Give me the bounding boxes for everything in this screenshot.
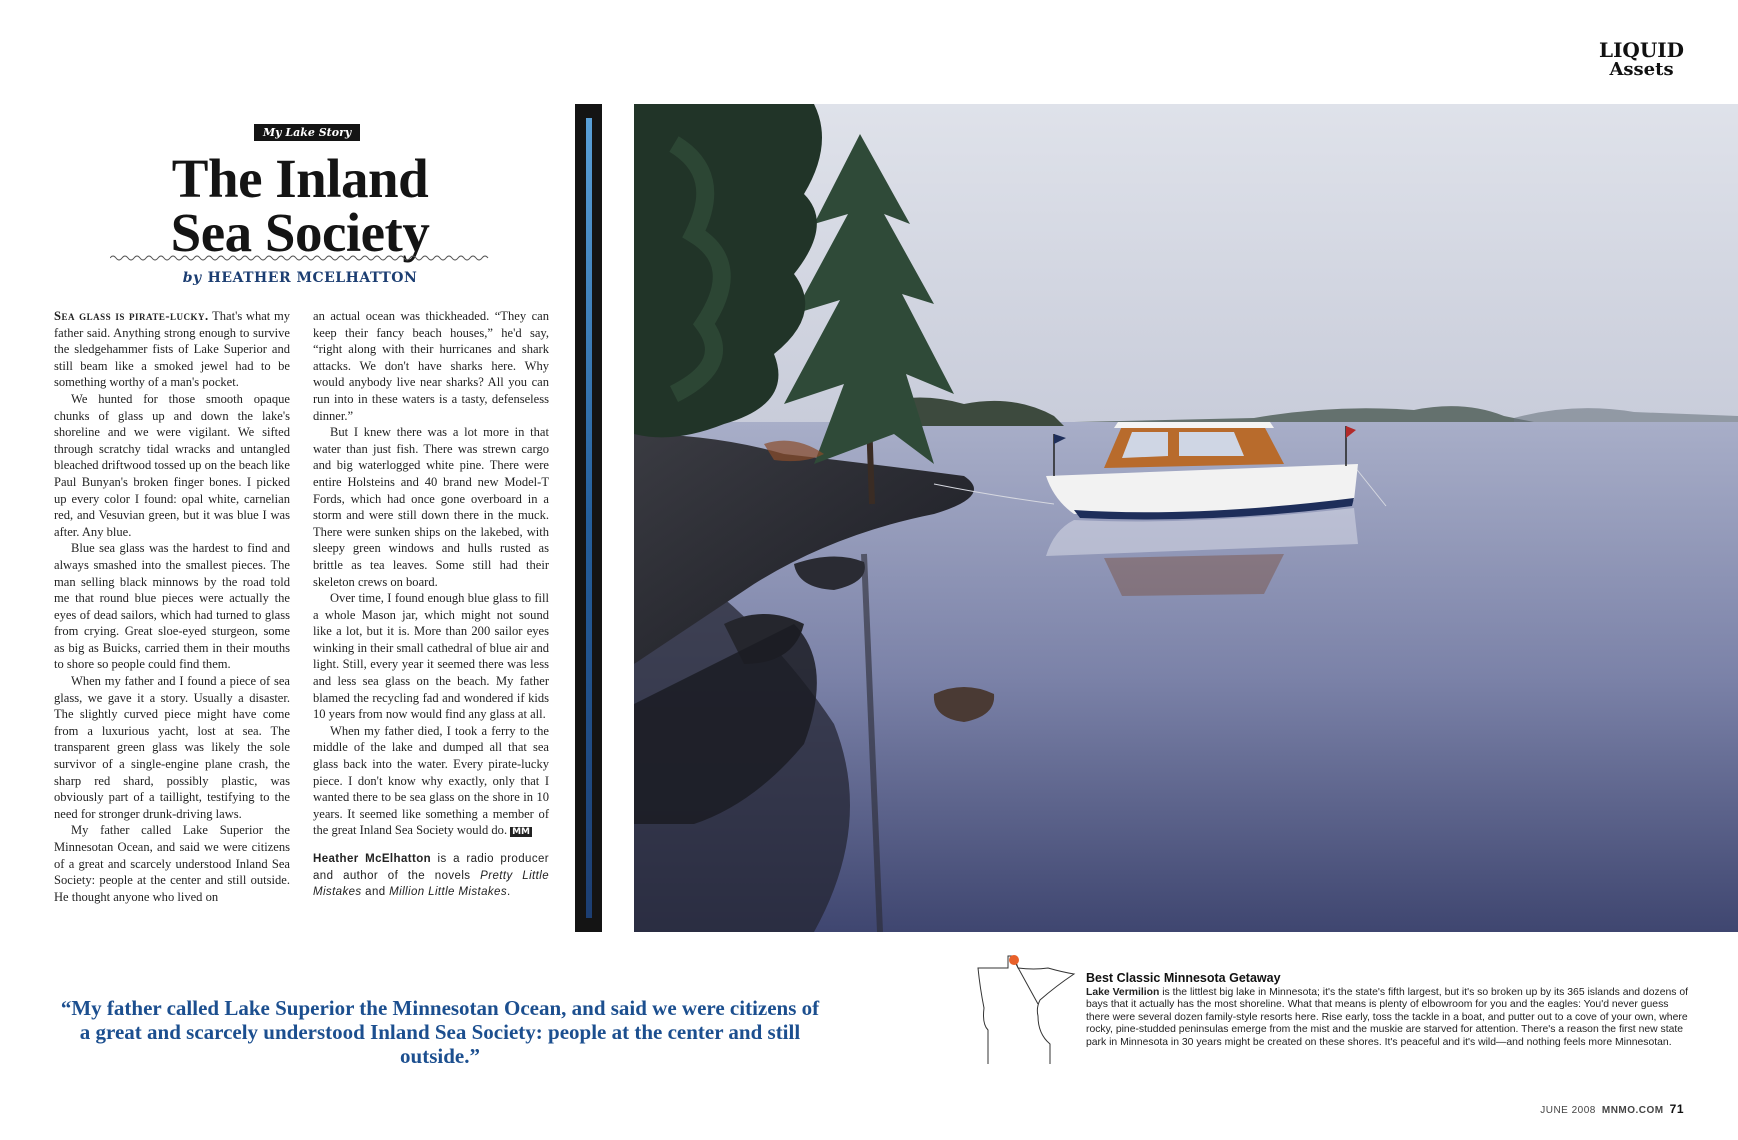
body-column-2 xyxy=(313,308,549,901)
map-pin-icon xyxy=(1009,955,1019,965)
title-line-2: Sea Society xyxy=(170,202,430,263)
section-tag-line1: LIQUID xyxy=(1599,38,1684,62)
bio-text: is a radio producer and author of the novels xyxy=(313,853,549,882)
paragraph-9-text: When my father died, I took a ferry to the middle of the lake and dumped all that sea glass back into the water. Every pirate-lucky piece. I don't know why exactly, only that I wanted there to be sea glass on the shore in 10 years. It seemed like something a member of the great Inland Sea Society would do. xyxy=(313,723,549,838)
paragraph-5: My father called Lake Superior the Minnesotan Ocean, and said we were citizens of a great and scarcely understood Inland Sea Society: people at the center and still outside. He thought anyone who lived on xyxy=(54,823,290,904)
bio-book-1: Pretty Little Mistakes xyxy=(313,869,549,899)
lake-photo-illustration xyxy=(634,104,1738,932)
boat-windows xyxy=(1122,432,1244,458)
paragraph-2: We hunted for those smooth opaque chunks of glass up and down the lake's shoreline and we were vigilant. We sifted through scratchy tidal wracks and untangled bleached driftwood tossed up on the beach like Paul Bunyan's broken finger bones. I picked up every color I found: opal white, carnelian red, and Vesuvian green, but it was blue I was after. Any blue. xyxy=(54,391,290,539)
minnesota-map-icon xyxy=(976,944,1076,1064)
wavy-rule xyxy=(110,254,490,262)
kicker-label: My Lake Story xyxy=(254,124,360,141)
bio-book-2: Million Little Mistakes xyxy=(389,886,507,899)
byline-prefix: by xyxy=(182,270,202,286)
page-number: 71 xyxy=(1669,1102,1684,1116)
vertical-divider xyxy=(575,104,602,932)
section-tag-line2: Assets xyxy=(1609,59,1674,80)
folio-site: MNMO.COM xyxy=(1601,1105,1664,1116)
pull-quote: “My father called Lake Superior the Minnesotan Ocean, and said we were citizens of a great and scarcely understood Inland Sea Society: people at the center and still outside.” xyxy=(60,996,820,1068)
paragraph-3: Blue sea glass was the hardest to find and always smashed into the smallest pieces. The man selling black minnows by the road told me that round blue pieces were actually the eyes of dead sailors, which had turned to glass from crying. Great sloe-eyed sturgeon, some as big as Buicks, carried them in their mouths to shore so people could find them. xyxy=(54,541,290,672)
paragraph-1 xyxy=(54,308,290,391)
paragraph-7: But I knew there was a lot more in that water than just fish. There was strewn cargo and big waterlogged white pine. There were entire Holsteins and 40 brand new Model-T Fords, which had once gone overboard in a storm and were still down there in the muck. There were sunken ships on the lakebed, with sleepy green windows and hulls rusted as brittle as tea leaves. Some still had their skeleton crews on board. xyxy=(313,425,549,589)
getaway-body: is the littlest big lake in Minnesota; it's the state's fifth largest, but it's so broken up by its 365 islands and dozens of bays that it actually has the most shoreline. What that means is plenty of elbowroom for you and the eagles: You'd never guess there were several dozen family-style resorts here. Rise early, toss the tackle in a boat, and putter out to a cove of your own, where rocky, pine-studded peninsulas emerge from the mist and the muskie are starved for attention. There's a reason the first new state park in Minnesota in 30 years might be created on these shores. It's peaceful and it's wild—and nothing feels more Minnesotan. xyxy=(1086,986,1688,1048)
minnesota-outline xyxy=(978,956,1074,1064)
paragraph-8: Over time, I found enough blue glass to fill a whole Mason jar, which might not sound like a lot, but it is. More than 200 sailor eyes winking in their small cathedral of blue air and light. Still, every year it seemed there was less and less sea glass on the beach. My father blamed the recycling fad and wondered if kids 10 years from now would find any glass at all. xyxy=(313,591,549,722)
bio-name: Heather McElhatton xyxy=(313,853,432,865)
getaway-box xyxy=(1086,972,1692,1050)
bio-and: and xyxy=(361,886,390,899)
folio-date: JUNE 2008 xyxy=(1540,1105,1596,1116)
title-line-1: The Inland xyxy=(171,148,429,209)
getaway-heading: Best Classic Minnesota Getaway xyxy=(1086,971,1281,985)
divider-stripe xyxy=(586,118,592,918)
body-column-1 xyxy=(54,308,290,905)
page-folio xyxy=(1540,1102,1684,1116)
lead-in: Sea glass is pirate-lucky. xyxy=(54,309,209,323)
paragraph-4: When my father and I found a piece of sea glass, we gave it a story. Usually a disaster. The slightly curved piece might have come from a luxurious yacht, lost at sea. The transparent green glass was likely the sole survivor of a single-engine plane crash, the sharp red shard, possibly plastic, was obviously part of a taillight, testifying to the need for stronger drunk-driving laws. xyxy=(54,674,290,821)
boat-reflection-cabin xyxy=(1104,554,1284,596)
paragraph-1-text: That's what my father said. Anything strong enough to survive the sledgehammer fists of Lake Superior and still beam like a smoked jewel had to be something worthy of a man's pocket. xyxy=(54,309,290,390)
paragraph-6: an actual ocean was thickheaded. “They can keep their fancy beach houses,” he'd say, “right along with their hurricanes and shark attacks. We don't have sharks here. Why would anybody live near sharks? All you can run into in these waters is a tasty, defenseless dinner.” xyxy=(313,309,549,423)
section-tag xyxy=(1599,40,1684,80)
lake-photo xyxy=(634,104,1738,932)
bio-end: . xyxy=(507,886,511,899)
end-mark-icon: MM xyxy=(512,827,531,838)
paragraph-9 xyxy=(313,723,549,841)
getaway-lake-name: Lake Vermilion xyxy=(1086,986,1160,998)
boat-roof xyxy=(1114,422,1274,428)
article-title xyxy=(110,148,490,263)
author-bio xyxy=(313,851,549,901)
author-name: HEATHER MCELHATTON xyxy=(207,270,418,286)
byline xyxy=(110,270,490,286)
getaway-text xyxy=(1086,987,1692,1050)
